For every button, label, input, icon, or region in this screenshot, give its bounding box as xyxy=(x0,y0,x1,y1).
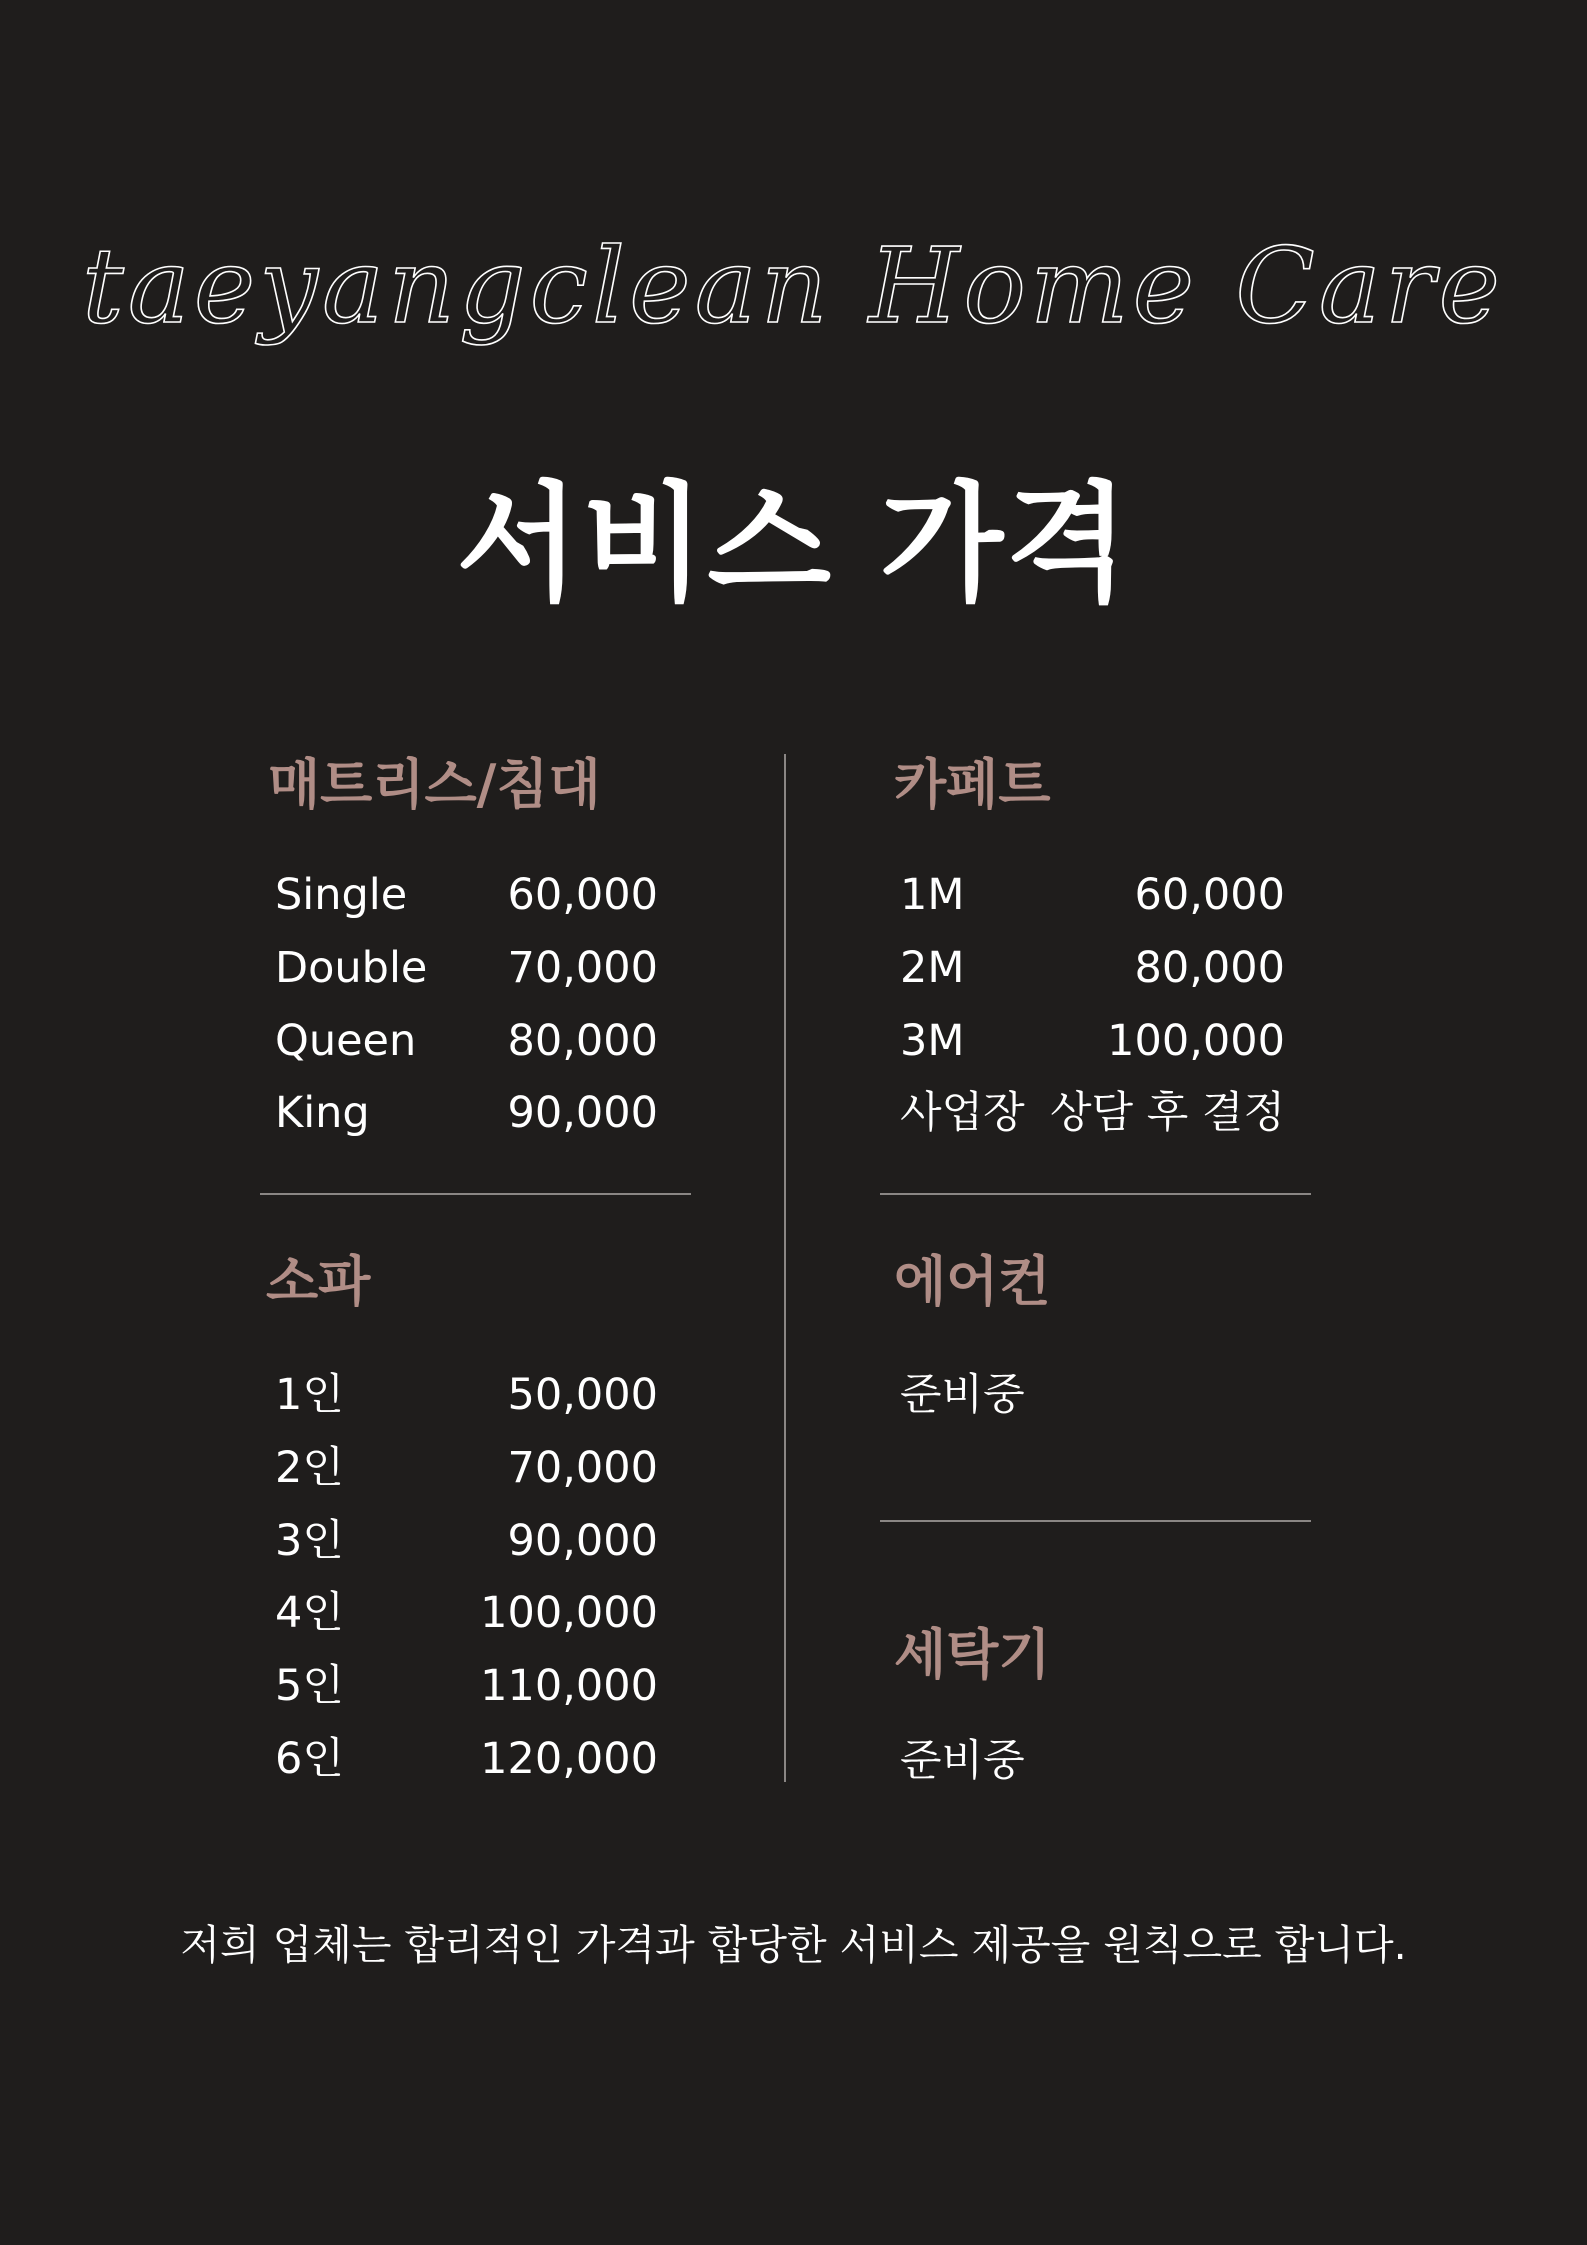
item-price: 90,000 xyxy=(507,1088,658,1138)
item-price: 60,000 xyxy=(1134,870,1285,920)
price-row-mattress-single xyxy=(275,865,658,925)
item-price: 110,000 xyxy=(480,1661,658,1711)
price-row-sofa-3 xyxy=(275,1511,658,1571)
item-name: Single xyxy=(275,870,408,920)
item-price: 50,000 xyxy=(507,1370,658,1420)
price-row-sofa-4 xyxy=(275,1583,658,1643)
item-price: 120,000 xyxy=(480,1734,658,1784)
section-carpet xyxy=(894,750,1334,820)
price-row-sofa-1 xyxy=(275,1365,658,1425)
brand-script-title xyxy=(0,210,1587,410)
item-name: 1M xyxy=(900,870,965,920)
item-name: 2인 xyxy=(275,1443,344,1493)
item-name: 4인 xyxy=(275,1588,344,1638)
section-aircon xyxy=(894,1247,1334,1317)
section-heading-sofa: 소파 xyxy=(266,1250,371,1313)
item-price: 60,000 xyxy=(507,870,658,920)
item-price: 90,000 xyxy=(507,1516,658,1566)
item-name: 6인 xyxy=(275,1734,344,1784)
price-row-carpet-2m xyxy=(900,938,1285,998)
item-name: 3M xyxy=(900,1016,965,1066)
status-washer: 준비중 xyxy=(900,1736,1025,1786)
price-row-sofa-6 xyxy=(275,1729,658,1789)
section-heading-aircon: 에어컨 xyxy=(894,1250,1051,1313)
item-name: King xyxy=(275,1088,370,1138)
item-price: 70,000 xyxy=(507,943,658,993)
item-price: 80,000 xyxy=(1134,943,1285,993)
item-price: 70,000 xyxy=(507,1443,658,1493)
section-mattress xyxy=(268,750,708,820)
item-price: 100,000 xyxy=(480,1588,658,1638)
price-row-mattress-queen xyxy=(275,1011,658,1071)
section-divider-right-1 xyxy=(880,1193,1311,1195)
column-divider xyxy=(784,754,786,1782)
price-row-sofa-5 xyxy=(275,1656,658,1716)
item-name: Queen xyxy=(275,1016,417,1066)
item-name: Double xyxy=(275,943,428,993)
item-name: 2M xyxy=(900,943,965,993)
footer-note: 저희 업체는 합리적인 가격과 합당한 서비스 제공을 원칙으로 합니다. xyxy=(180,1921,1407,1969)
item-name: 사업장 xyxy=(900,1088,1025,1138)
section-divider-right-2 xyxy=(880,1520,1311,1522)
section-sofa xyxy=(266,1247,706,1317)
section-heading-mattress: 매트리스/침대 xyxy=(268,753,601,816)
price-row-mattress-double xyxy=(275,938,658,998)
item-name: 5인 xyxy=(275,1661,344,1711)
price-row-carpet-3m xyxy=(900,1011,1285,1071)
section-divider-left xyxy=(260,1193,691,1195)
status-aircon: 준비중 xyxy=(900,1370,1025,1420)
price-row-mattress-king xyxy=(275,1083,658,1143)
price-row-carpet-1m xyxy=(900,865,1285,925)
price-row-carpet-business xyxy=(900,1083,1285,1143)
item-name: 3인 xyxy=(275,1516,344,1566)
item-price: 80,000 xyxy=(507,1016,658,1066)
page-title: 서비스 가격 xyxy=(456,470,1131,619)
section-washer xyxy=(894,1620,1334,1690)
item-price: 상담 후 결정 xyxy=(1049,1088,1285,1138)
item-name: 1인 xyxy=(275,1370,344,1420)
brand-script-text: taeyangclean Home Care xyxy=(81,225,1505,347)
section-heading-washer: 세탁기 xyxy=(894,1623,1051,1686)
section-heading-carpet: 카페트 xyxy=(894,753,1051,816)
item-price: 100,000 xyxy=(1107,1016,1285,1066)
price-row-sofa-2 xyxy=(275,1438,658,1498)
